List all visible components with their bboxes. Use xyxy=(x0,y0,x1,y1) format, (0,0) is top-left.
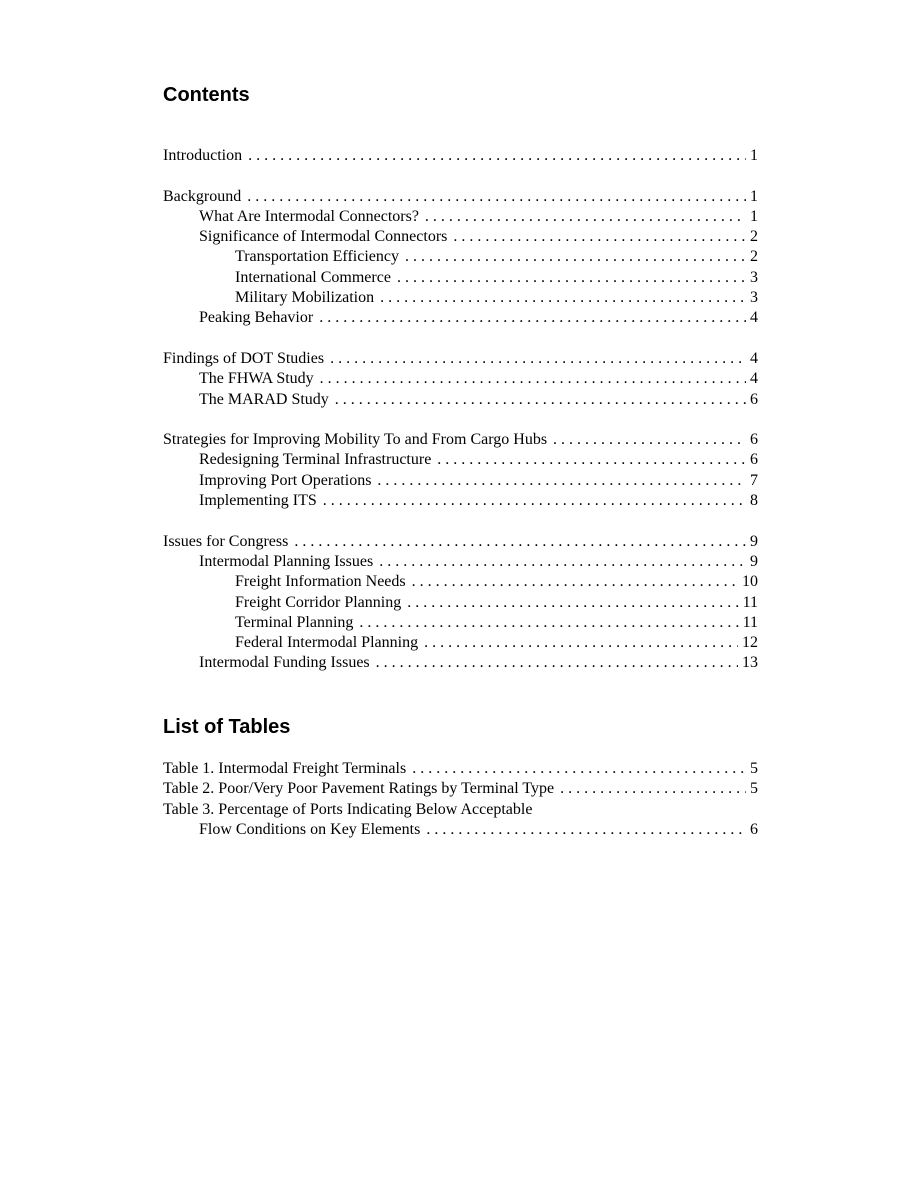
contents-entry-page: 2 xyxy=(750,248,758,266)
dot-leader xyxy=(560,779,746,799)
contents-entry[interactable] xyxy=(163,552,758,572)
dot-leader xyxy=(247,187,746,207)
contents-entry-title: International Commerce xyxy=(235,268,391,286)
contents-entry[interactable] xyxy=(163,593,758,613)
dot-leader xyxy=(453,227,746,247)
contents-entry-page: 4 xyxy=(750,370,758,388)
dot-leader xyxy=(294,532,746,552)
contents-entry-title: Freight Corridor Planning xyxy=(235,593,402,611)
contents-entry[interactable] xyxy=(163,471,758,491)
dot-leader xyxy=(335,390,746,410)
contents-entry-title: Findings of DOT Studies xyxy=(163,349,325,367)
contents-entry[interactable] xyxy=(163,247,758,267)
contents-entry[interactable] xyxy=(163,430,758,450)
contents-entry[interactable] xyxy=(163,268,758,288)
contents-entry-page: 11 xyxy=(742,593,758,611)
contents-entry-page: 6 xyxy=(750,451,758,469)
contents-entry-page: 4 xyxy=(750,349,758,367)
contents-entry-page: 9 xyxy=(750,532,758,550)
contents-entry-page: 11 xyxy=(742,613,758,631)
contents-list xyxy=(163,146,758,674)
contents-entry-title: Implementing ITS xyxy=(199,492,317,510)
contents-entry[interactable] xyxy=(163,532,758,552)
dot-leader xyxy=(424,633,738,653)
tables-list xyxy=(163,759,758,840)
table-entry[interactable] xyxy=(163,759,758,779)
contents-entry-title: Introduction xyxy=(163,147,243,164)
contents-entry-page: 3 xyxy=(750,268,758,286)
contents-entry[interactable] xyxy=(163,491,758,511)
contents-group xyxy=(163,532,758,674)
contents-entry-page: 12 xyxy=(742,634,758,652)
contents-entry[interactable] xyxy=(163,288,758,308)
contents-entry[interactable] xyxy=(163,450,758,470)
contents-entry-title: Intermodal Planning Issues xyxy=(199,552,374,570)
dot-leader xyxy=(412,759,746,779)
table-entry-page: 5 xyxy=(750,780,758,798)
table-entry-title: Flow Conditions on Key Elements xyxy=(199,820,421,838)
dot-leader xyxy=(330,349,746,369)
contents-entry-page: 4 xyxy=(750,309,758,327)
contents-entry-page: 1 xyxy=(750,147,758,164)
table-entry[interactable] xyxy=(163,779,758,799)
contents-entry-page: 3 xyxy=(750,289,758,307)
table-entry[interactable] xyxy=(163,800,758,820)
contents-entry[interactable] xyxy=(163,613,758,633)
dot-leader xyxy=(426,820,746,840)
contents-entry-page: 1 xyxy=(750,187,758,205)
contents-entry-page: 2 xyxy=(750,228,758,246)
dot-leader xyxy=(437,450,746,470)
dot-leader xyxy=(425,207,746,227)
table-entry-title: Table 1. Intermodal Freight Terminals xyxy=(163,760,407,777)
table-entry[interactable] xyxy=(163,820,758,840)
contents-entry-title: Significance of Intermodal Connectors xyxy=(199,228,448,246)
contents-entry-title: Redesigning Terminal Infrastructure xyxy=(199,451,432,469)
table-entry-page: 6 xyxy=(750,820,758,838)
contents-entry[interactable] xyxy=(163,207,758,227)
contents-entry-title: Terminal Planning xyxy=(235,613,354,631)
contents-entry-page: 6 xyxy=(750,431,758,449)
contents-entry-title: What Are Intermodal Connectors? xyxy=(199,207,419,225)
dot-leader xyxy=(397,268,746,288)
dot-leader xyxy=(380,288,746,308)
table-entry-title: Table 2. Poor/Very Poor Pavement Ratings by Terminal Type xyxy=(163,780,555,798)
contents-entry-page: 1 xyxy=(750,207,758,225)
dot-leader xyxy=(407,593,738,613)
contents-entry-page: 10 xyxy=(742,573,758,591)
contents-entry[interactable] xyxy=(163,227,758,247)
contents-entry-title: Transportation Efficiency xyxy=(235,248,399,266)
contents-group xyxy=(163,430,758,511)
contents-entry-title: Strategies for Improving Mobility To and From Cargo Hubs xyxy=(163,431,548,449)
table-entry-page: 5 xyxy=(750,760,758,777)
dot-leader xyxy=(376,653,738,673)
dot-leader xyxy=(405,247,746,267)
dot-leader xyxy=(319,308,746,328)
contents-entry-title: Issues for Congress xyxy=(163,532,289,550)
contents-entry-title: The FHWA Study xyxy=(199,370,314,388)
contents-entry-page: 7 xyxy=(750,471,758,489)
contents-entry-title: Military Mobilization xyxy=(235,289,375,307)
contents-entry[interactable] xyxy=(163,572,758,592)
contents-entry[interactable] xyxy=(163,653,758,673)
contents-entry[interactable] xyxy=(163,390,758,410)
contents-entry-page: 9 xyxy=(750,552,758,570)
dot-leader xyxy=(412,572,738,592)
table-group xyxy=(163,759,758,840)
dot-leader xyxy=(320,369,746,389)
contents-entry[interactable] xyxy=(163,187,758,207)
contents-entry[interactable] xyxy=(163,633,758,653)
dot-leader xyxy=(248,146,746,166)
contents-entry[interactable] xyxy=(163,146,758,166)
contents-group xyxy=(163,146,758,166)
list-of-tables-heading: List of Tables xyxy=(163,716,291,738)
dot-leader xyxy=(553,430,746,450)
dot-leader xyxy=(323,491,746,511)
contents-entry[interactable] xyxy=(163,308,758,328)
dot-leader xyxy=(377,471,746,491)
table-entry-title: Table 3. Percentage of Ports Indicating Below Acceptable xyxy=(163,800,533,818)
contents-entry-title: Intermodal Funding Issues xyxy=(199,654,370,672)
dot-leader xyxy=(379,552,746,572)
contents-group xyxy=(163,187,758,329)
contents-entry-title: Peaking Behavior xyxy=(199,309,314,327)
contents-entry-title: Federal Intermodal Planning xyxy=(235,634,419,652)
contents-entry-page: 6 xyxy=(750,390,758,408)
contents-entry-title: Freight Information Needs xyxy=(235,573,406,591)
contents-entry-page: 13 xyxy=(742,654,758,672)
dot-leader xyxy=(359,613,738,633)
contents-entry-page: 8 xyxy=(750,492,758,510)
contents-entry-title: The MARAD Study xyxy=(199,390,329,408)
contents-heading: Contents xyxy=(163,84,250,106)
contents-entry-title: Background xyxy=(163,187,242,205)
contents-entry[interactable] xyxy=(163,349,758,369)
contents-entry-title: Improving Port Operations xyxy=(199,471,372,489)
contents-entry[interactable] xyxy=(163,369,758,389)
contents-group xyxy=(163,349,758,410)
